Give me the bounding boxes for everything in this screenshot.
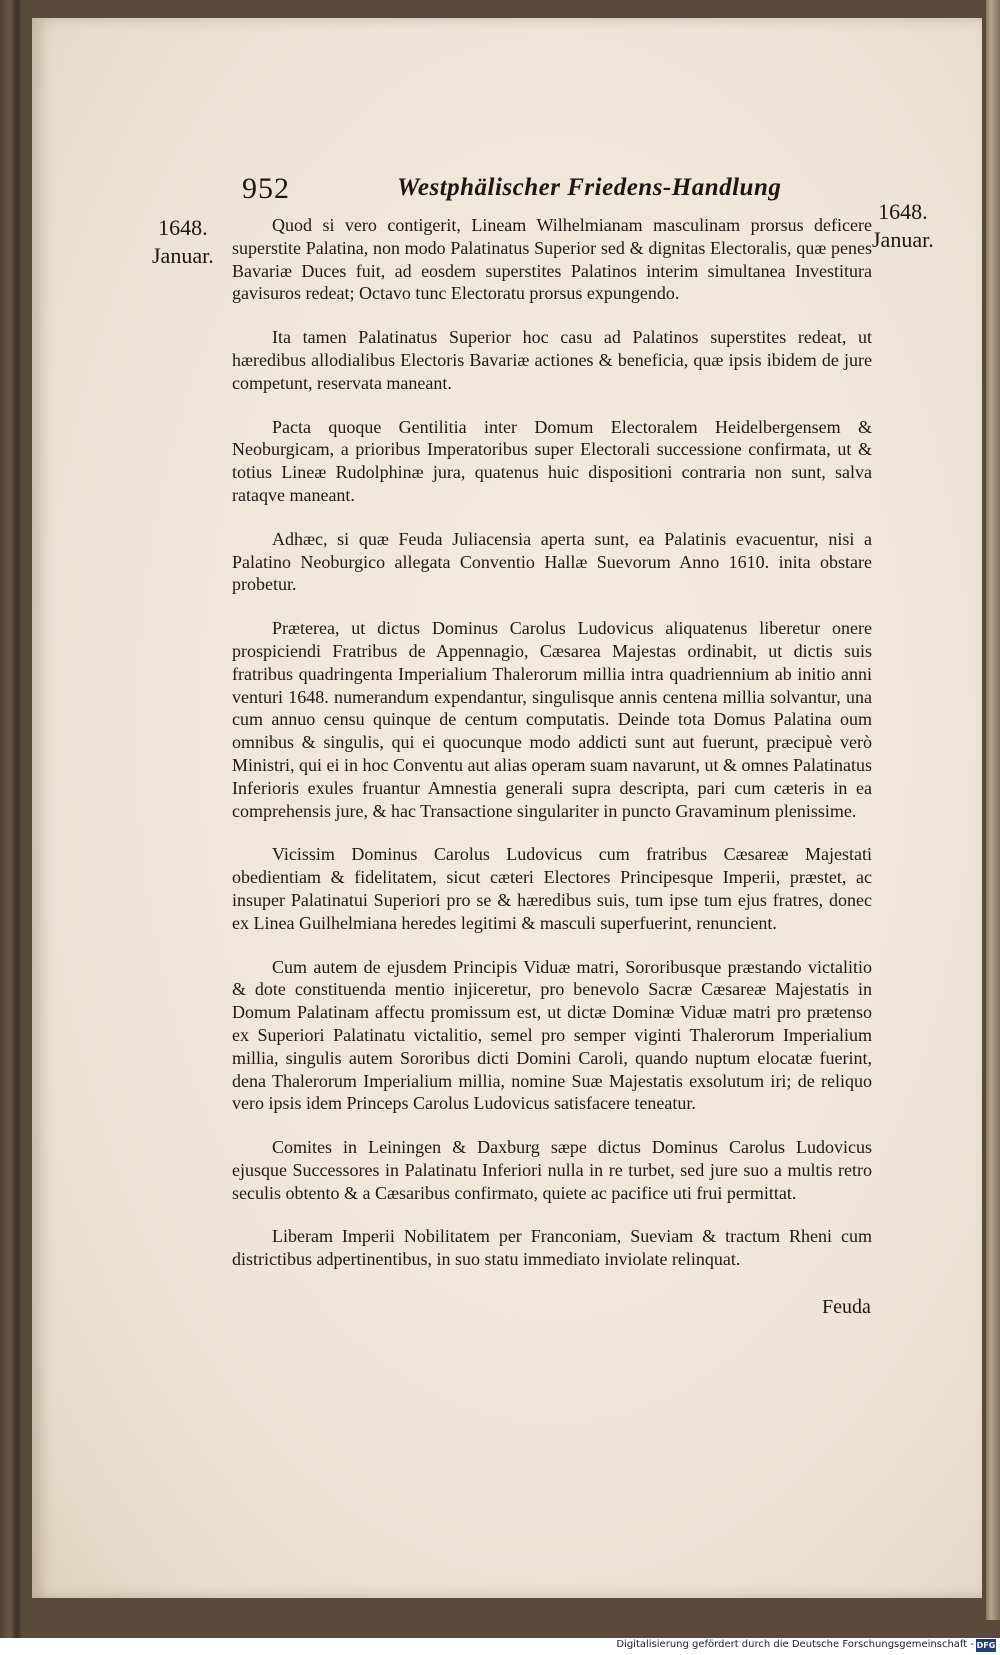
running-head xyxy=(32,168,982,208)
page-number: 952 xyxy=(242,172,290,205)
margin-year: 1648. xyxy=(158,215,208,240)
paragraph: Adhæc, si quæ Feuda Juliacensia aperta sunt, ea Palatinis evacuentur, nisi a Palatino Neoburgico allegata Conventio Hallæ Suevorum Anno 1610. inita obstare probetur. xyxy=(232,528,872,595)
margin-month: Januar. xyxy=(872,227,934,252)
paragraph: Vicissim Dominus Carolus Ludovicus cum fratribus Cæsareæ Majestati obedientiam & fidelitatem, sicut cæteri Electores Principesque Imperii, præstet, ac insuper Palatinatui Superiori pro se & hæredibus suis, tum ipse tum ejus fratres, donec ex Linea Guilhelmiana heredes legitimi & masculi superfuerint, renuncient. xyxy=(232,844,872,933)
paragraph: Pacta quoque Gentilitia inter Domum Electoralem Heidelbergensem & Neoburgicam, a prioribus Imperatoribus super Electorali successione confirmata, ut & totius Lineæ Rudolphinæ jura, quatenus huic dispositioni contraria non sunt, salva rataqve maneant. xyxy=(232,416,872,505)
margin-year: 1648. xyxy=(878,199,928,224)
page-edge xyxy=(986,0,1000,1620)
paragraph: Cum autem de ejusdem Principis Viduæ matri, Sororibusque præstando victalitio & dote constituenda mentio injiceretur, pro benevolo Sacræ Cæsareæ Majestatis in Domum Palatinam affectu promissum est, ut dictæ Dominæ Viduæ matri pro prætenso ex Superiori Palatinatu victalitio, semel pro semper viginti Thalerorum Imperialium millia, singulis autem Sororibus dicti Domini Caroli, quando nuptum elocatæ fuerint, dena Thalerorum Imperialium millia, nomine Suæ Majestatis exsolutum iri; de reliquo vero ipsis idem Princeps Carolus Ludovicus satisfacere teneatur. xyxy=(232,956,872,1114)
paragraph: Comites in Leiningen & Daxburg sæpe dictus Dominus Carolus Ludovicus ejusque Successores in Palatinatu Inferiori nulla in re turbet, sed jure suo a multis retro seculis obtento & a Cæsaribus confirmato, quiete ac pacifice uti frui permittat. xyxy=(232,1137,872,1203)
left-margin-note xyxy=(152,214,214,270)
paragraph: Liberam Imperii Nobilitatem per Franconiam, Sueviam & tractum Rheni cum districtibus adpertinentibus, in suo statu immediato inviolate relinquat. xyxy=(232,1226,872,1270)
book-page xyxy=(32,18,982,1598)
margin-month: Januar. xyxy=(152,243,214,268)
body-text xyxy=(232,214,872,1292)
digitization-credit: Digitalisierung gefördert durch die Deutsche Forschungsgemeinschaft - xyxy=(616,1639,974,1650)
running-title: Westphälischer Friedens-Handlung xyxy=(397,174,782,201)
paragraph: Quod si vero contigerit, Lineam Wilhelmianam masculinam prorsus deficere superstite Palatina, non modo Palatinatus Superior sed & dignitas Electoralis, quæ penes Bavariæ Duces fuit, ad eosdem superstites Palatinos interim simultanea Investitura gavisuros redeat; Octavo tunc Electoratu prorsus expungendo. xyxy=(232,215,872,304)
catchword: Feuda xyxy=(822,1296,871,1318)
right-margin-note xyxy=(872,198,934,254)
paragraph: Præterea, ut dictus Dominus Carolus Ludovicus aliquatenus liberetur onere prospiciendi Fratribus de Appennagio, Cæsarea Majestas ordinabit, ut dictis suis fratribus quadringenta Imperialium Thalerorum millia intra quadriennium ab initio anni venturi 1648. numerandum expendantur, singulisque annis centena millia solvantur, una cum annuo censu quinque de centum computatis. Deinde tota Domus Palatina oum omnibus & singulis, qui ei quocunque modo addicti sunt aut fuerunt, præcipuè verò Ministri, qui ei in hoc Conventu aut alias operam suam navarunt, ut & omnes Palatinatus Inferioris exules fruantur Amnestia generali supra descripta, pari cum cæteris in ea comprehensis jure, & hac Transactione singulariter in puncto Gravaminum plenissime. xyxy=(232,618,872,821)
paragraph: Ita tamen Palatinatus Superior hoc casu ad Palatinos superstites redeat, ut hæredibus allodialibus Electoris Bavariæ actiones & beneficia, quæ ipsis ibidem de jure competunt, reservata maneant. xyxy=(232,327,872,393)
dfg-logo: DFG xyxy=(976,1641,996,1650)
